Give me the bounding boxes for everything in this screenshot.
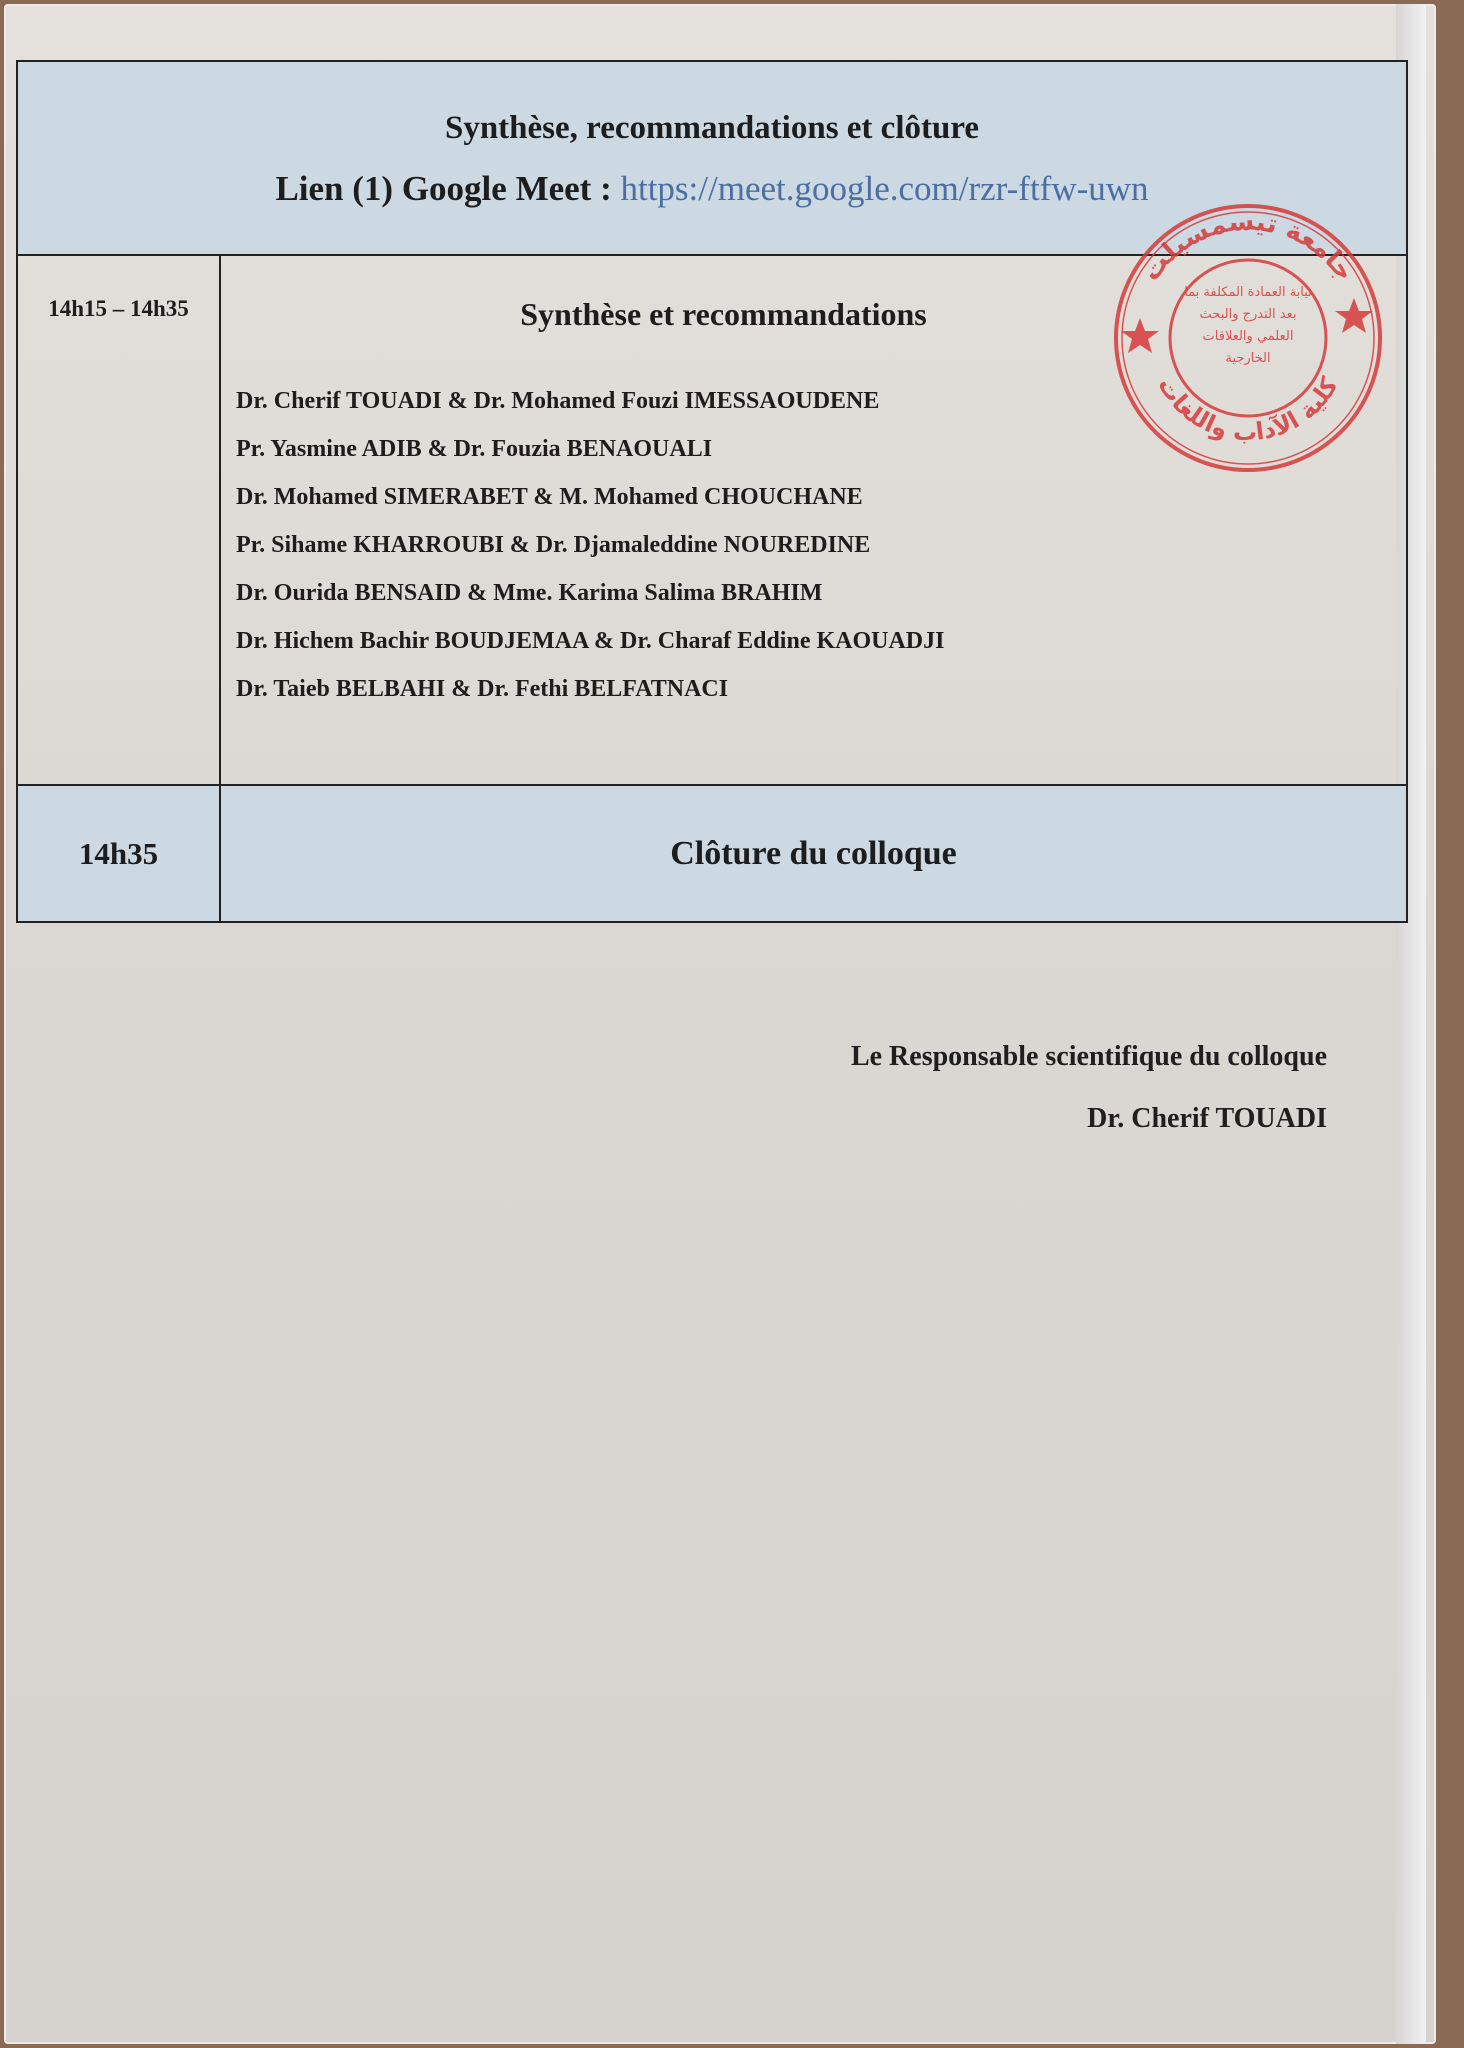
stamp-outer-text: جامعة تيسمسيلت [1136,206,1361,287]
closing-time: 14h35 [17,785,220,922]
document-page [4,4,1436,2044]
speaker-item: Dr. Hichem Bachir BOUDJEMAA & Dr. Charaf Eddine KAOUADJI [236,628,945,654]
session-time-cell [17,255,220,785]
speaker-item: Dr. Taieb BELBAHI & Dr. Fethi BELFATNACI [236,676,729,702]
official-stamp-seal [1110,200,1386,476]
session-title: Synthèse et recommandations [520,296,927,332]
session-time: 14h15 – 14h35 [48,296,189,321]
signature-block [851,1032,1327,1156]
closing-row [17,785,1407,922]
stamp-bottom-text: كلية الآداب واللغات [1152,371,1344,447]
section-title: Synthèse, recommandations et clôture [444,110,980,146]
signature-name: Dr. Cherif TOUADI [1087,1103,1327,1134]
speaker-item: Dr. Cherif TOUADI & Dr. Mohamed Fouzi IMESSAOUDENE [236,388,880,414]
speaker-item: Dr. Mohamed SIMERABET & M. Mohamed CHOUCHANE [236,484,863,510]
speaker-item: Pr. Sihame KHARROUBI & Dr. Djamaleddine NOUREDINE [236,532,871,558]
program-table [16,60,1408,923]
meet-link[interactable]: https://meet.google.com/rzr-ftfw-uwn [620,169,1149,208]
stamp-inner-text: نيابة العمادة المكلفة بما بعد التدرج والبحث العلمي والعلاقات الخارجية [1184,285,1312,366]
meet-link-label: Lien (1) Google Meet : [275,169,612,208]
closing-label: Clôture du colloque [220,785,1407,922]
svg-text:جامعة تيسمسيلت [1136,206,1360,286]
signature-role: Le Responsable scientifique du colloque [850,1041,1327,1072]
speaker-item: Pr. Yasmine ADIB & Dr. Fouzia BENAOUALI [236,436,713,462]
speaker-item: Dr. Ourida BENSAID & Mme. Karima Salima BRAHIM [236,580,823,606]
